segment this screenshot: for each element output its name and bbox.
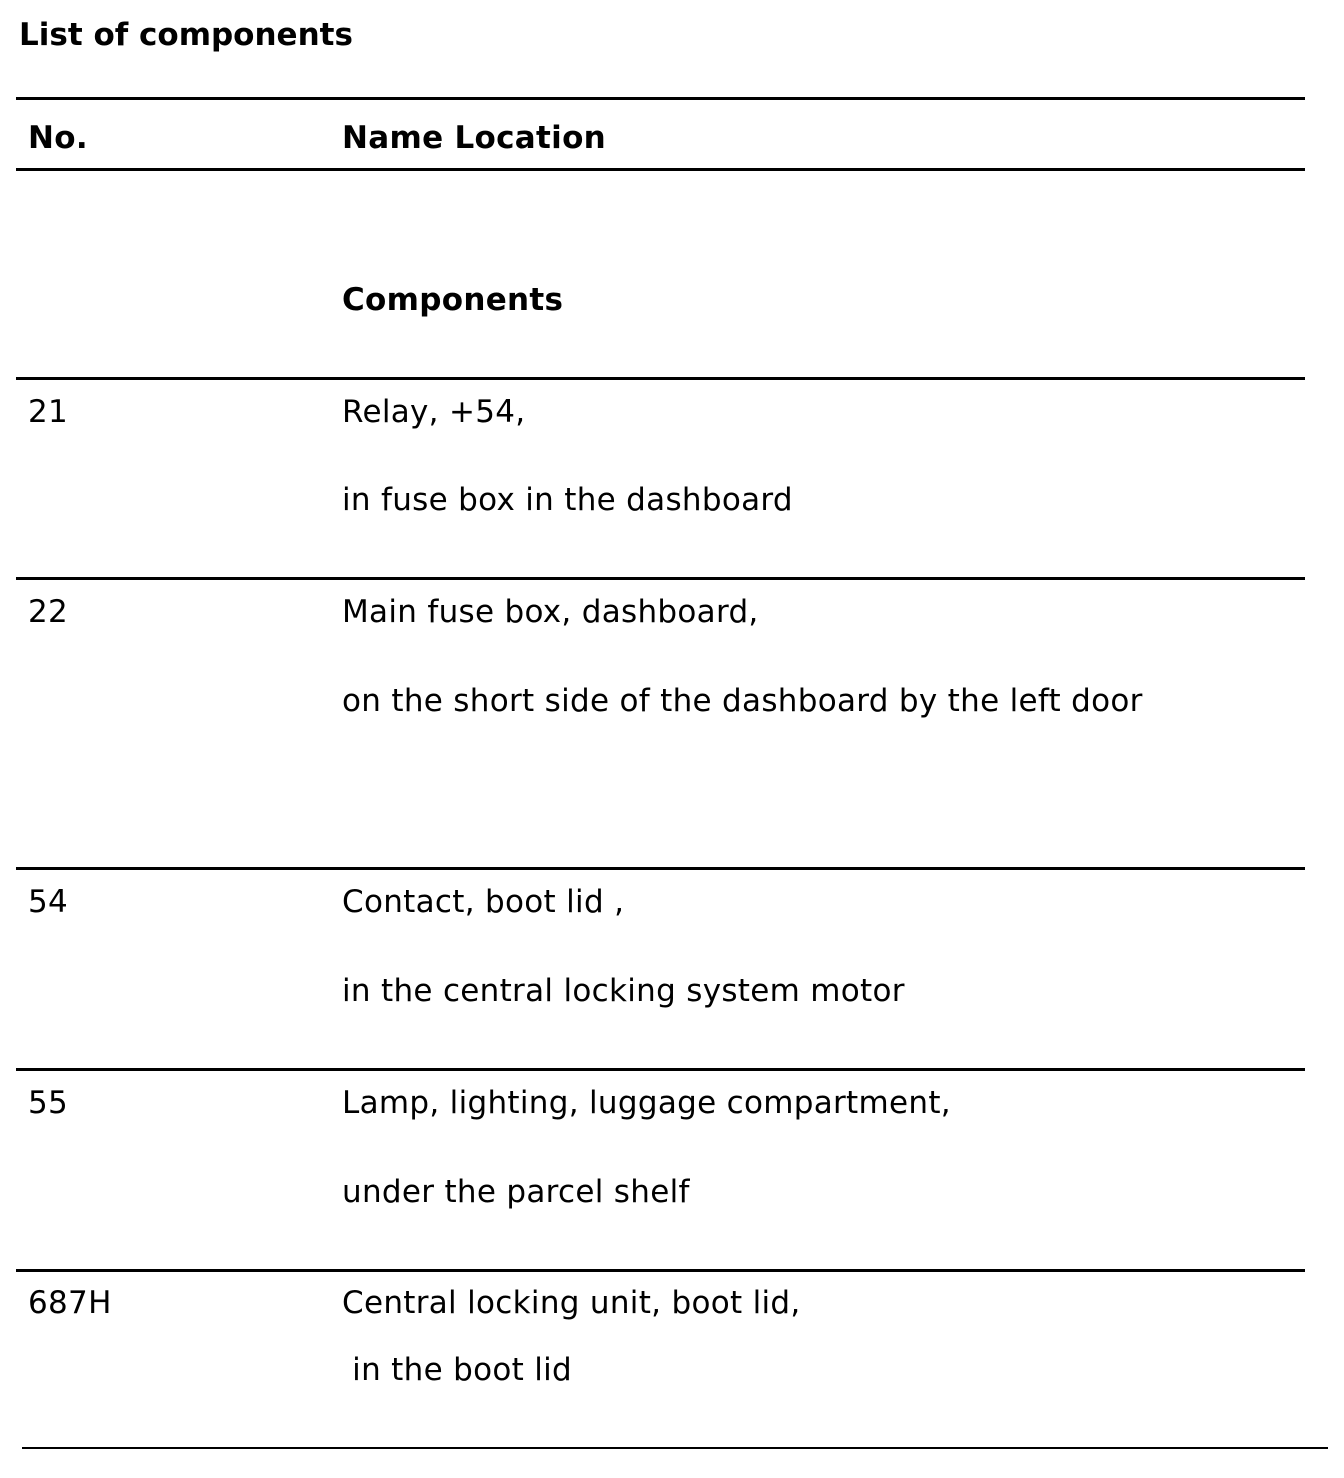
column-header-name-location: Name Location: [342, 120, 607, 156]
row-divider: [16, 1068, 1305, 1071]
document-title: List of components: [19, 17, 353, 53]
row-divider: [16, 377, 1305, 380]
row-divider: [16, 1269, 1305, 1272]
row-number: 22: [28, 594, 69, 630]
row-name: Contact, boot lid ,: [342, 884, 625, 920]
row-number: 55: [28, 1085, 69, 1121]
row-location: under the parcel shelf: [342, 1174, 690, 1210]
row-location: on the short side of the dashboard by the left door: [342, 683, 1143, 719]
column-header-no: No.: [28, 120, 88, 156]
table-bottom-rule: [22, 1447, 1328, 1449]
row-name: Main fuse box, dashboard,: [342, 594, 759, 630]
row-divider: [16, 577, 1305, 580]
table-top-rule: [16, 97, 1305, 100]
row-location: in fuse box in the dashboard: [342, 482, 793, 518]
row-name: Relay, +54,: [342, 394, 526, 430]
row-location: in the boot lid: [342, 1352, 573, 1388]
row-number: 21: [28, 394, 69, 430]
row-location: in the central locking system motor: [342, 973, 905, 1009]
row-name: Central locking unit, boot lid,: [342, 1285, 801, 1321]
row-divider: [16, 867, 1305, 870]
row-number: 54: [28, 884, 69, 920]
row-number: 687H: [28, 1285, 112, 1321]
row-name: Lamp, lighting, luggage compartment,: [342, 1085, 951, 1121]
section-heading: Components: [342, 282, 564, 318]
header-bottom-rule: [16, 168, 1305, 171]
